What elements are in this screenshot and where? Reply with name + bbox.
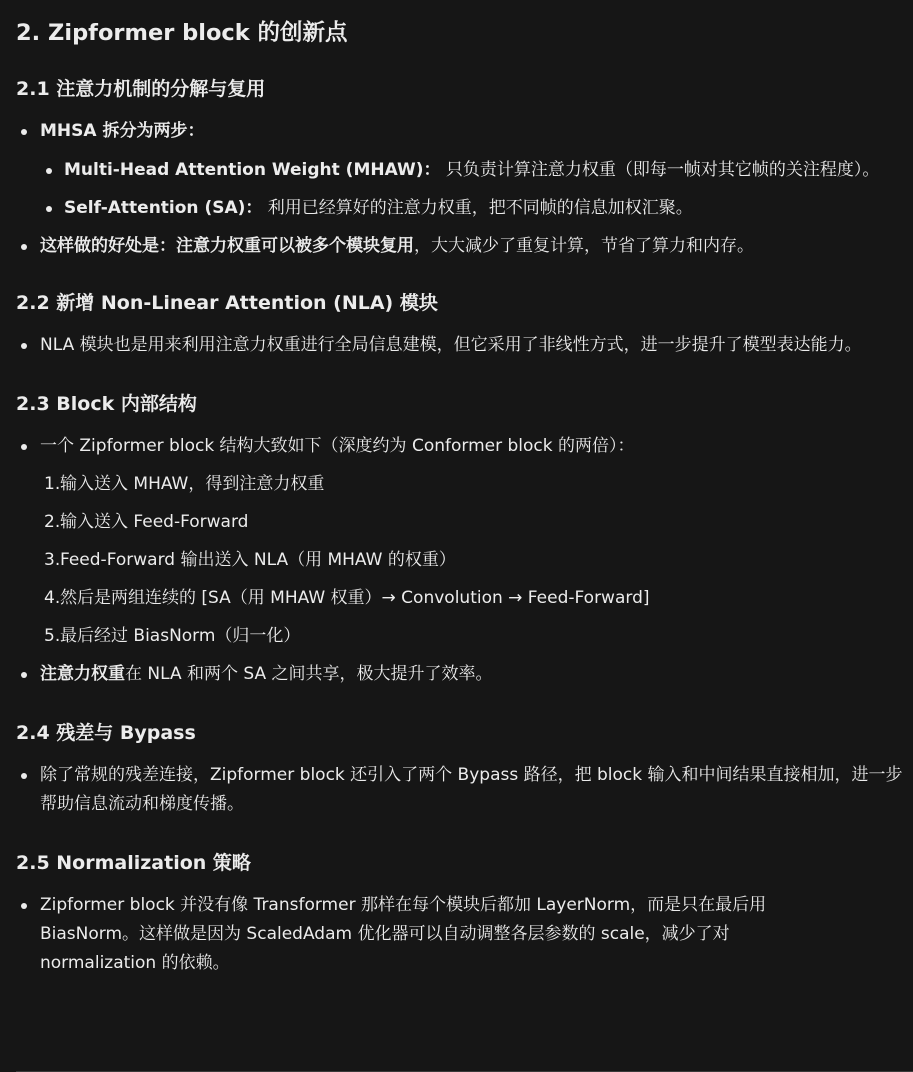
section-2-2-list xyxy=(16,331,905,360)
step-number: 2. xyxy=(44,512,61,532)
list-item xyxy=(16,432,905,651)
step-text: 输入送入 Feed-Forward xyxy=(60,512,249,532)
sub-item-term: Multi-Head Attention Weight (MHAW)： xyxy=(64,160,441,180)
step-item xyxy=(40,546,905,575)
step-item xyxy=(40,470,905,499)
list-item-text: 这样做的好处是： xyxy=(40,236,176,256)
list-item xyxy=(16,232,905,261)
page-title: 2. Zipformer block 的创新点 xyxy=(16,20,348,46)
section-heading-2-4: 2.4 残差与 Bypass xyxy=(16,722,196,744)
list-item-emphasis: 注意力权重 xyxy=(40,664,125,684)
section-heading-2-2: 2.2 新增 Non-Linear Attention (NLA) 模块 xyxy=(16,292,438,314)
section-2-4-list xyxy=(16,761,905,819)
section-heading-2-5: 2.5 Normalization 策略 xyxy=(16,852,251,874)
ordered-steps xyxy=(40,470,905,651)
list-item-label: MHSA 拆分为两步： xyxy=(40,121,205,141)
step-text: 最后经过 BiasNorm（归一化） xyxy=(60,626,301,646)
step-item xyxy=(40,508,905,537)
step-number: 1. xyxy=(44,474,61,494)
list-item-text: 在 NLA 和两个 SA 之间共享，极大提升了效率。 xyxy=(125,664,493,684)
list-item xyxy=(16,117,905,223)
list-item: NLA 模块也是用来利用注意力权重进行全局信息建模，但它采用了非线性方式，进一步提升了模型表达能力。 xyxy=(16,331,905,360)
step-text: 然后是两组连续的 [SA（用 MHAW 权重）→ Convolution → Feed-Forward] xyxy=(60,588,650,608)
step-number: 5. xyxy=(44,626,61,646)
step-item xyxy=(40,584,905,613)
step-number: 4. xyxy=(44,588,61,608)
list-item: 除了常规的残差连接，Zipformer block 还引入了两个 Bypass 路径，把 block 输入和中间结果直接相加，进一步帮助信息流动和梯度传播。 xyxy=(16,761,905,819)
sub-item-text: 只负责计算注意力权重（即每一帧对其它帧的关注程度）。 xyxy=(440,160,880,180)
step-text: Feed-Forward 输出送入 NLA（用 MHAW 的权重） xyxy=(60,550,456,570)
step-number: 3. xyxy=(44,550,61,570)
sub-list-item xyxy=(40,156,905,185)
section-2-5-list xyxy=(16,891,905,978)
list-item-emphasis: 注意力权重可以被多个模块复用 xyxy=(176,236,414,256)
list-item-text: ，大大减少了重复计算，节省了算力和内存。 xyxy=(414,236,754,256)
list-item: Zipformer block 并没有像 Transformer 那样在每个模块后都加 LayerNorm，而是只在最后用 BiasNorm。这样做是因为 ScaledAdam 优化器可以自动调整各层参数的 scale，减少了对 normalization 的依赖。 xyxy=(16,891,825,978)
section-heading-2-3: 2.3 Block 内部结构 xyxy=(16,393,197,415)
section-heading-2-1: 2.1 注意力机制的分解与复用 xyxy=(16,78,266,100)
section-2-3-list xyxy=(16,432,905,689)
section-2-1-list xyxy=(16,117,905,261)
sub-item-term: Self-Attention (SA)： xyxy=(64,198,263,218)
list-item xyxy=(16,660,905,689)
step-text: 输入送入 MHAW，得到注意力权重 xyxy=(60,474,325,494)
sub-item-text: 利用已经算好的注意力权重，把不同帧的信息加权汇聚。 xyxy=(262,198,693,218)
sub-list xyxy=(40,156,905,223)
step-item xyxy=(40,622,905,651)
sub-list-item xyxy=(40,194,905,223)
list-item-text: 一个 Zipformer block 结构大致如下（深度约为 Conformer block 的两倍）： xyxy=(40,436,635,456)
